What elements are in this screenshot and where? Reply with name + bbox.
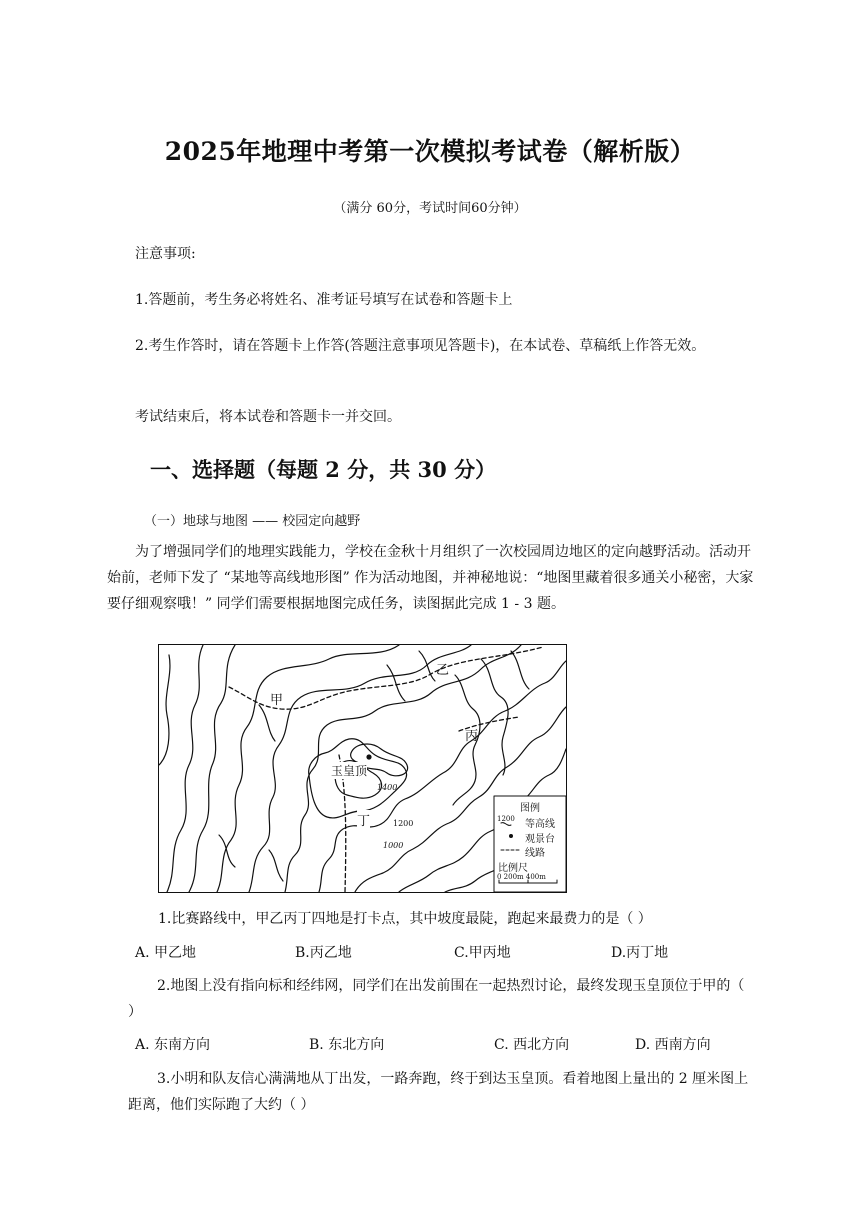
subsection-heading: （一）地球与地图 —— 校园定向越野	[144, 514, 361, 529]
q2-option-a[interactable]: A. 东南方向	[135, 1037, 211, 1053]
map-label-ding: 丁	[357, 810, 370, 829]
contour-label-1200: 1200	[393, 819, 414, 828]
q1-option-b[interactable]: B.丙乙地	[295, 945, 352, 961]
map-label-bing: 丙	[465, 729, 479, 744]
legend-route: 线路	[525, 848, 545, 859]
question-1-stem: 1.比赛路线中，甲乙丙丁四地是打卡点，其中坡度最陡，跑起来最费力的是（ ）	[158, 911, 652, 927]
map-label-jia: 甲	[270, 693, 284, 708]
map-label-yuhuangding: 玉皇顶	[331, 764, 368, 778]
contour-label-1000: 1000	[383, 841, 404, 850]
question-2-stem: 2.地图上没有指向标和经纬网，同学们在出发前围在一起热烈讨论，最终发现玉皇顶位于甲的（ ）	[128, 978, 745, 1020]
contour-map	[158, 644, 567, 893]
section-heading: 一、选择题（每题 2 分，共 30 分）	[150, 457, 497, 482]
observatory-marker	[366, 754, 371, 759]
map-label-yi: 乙	[436, 663, 450, 678]
q1-option-a[interactable]: A. 甲乙地	[135, 945, 197, 961]
notice-heading: 注意事项:	[135, 246, 196, 262]
q2-option-b[interactable]: B. 东北方向	[309, 1037, 385, 1053]
page-title: 2025年地理中考第一次模拟考试卷（解析版）	[164, 137, 696, 166]
notice-item-1: 1.答题前，考生务必将姓名、准考证号填写在试卷和答题卡上	[135, 292, 513, 308]
contour-label-1400: 1400	[377, 783, 398, 792]
legend-title: 图例	[520, 803, 540, 814]
q1-option-d[interactable]: D.丙丁地	[611, 945, 669, 961]
notice-item-3: 考试结束后，将本试卷和答题卡一并交回。	[135, 409, 401, 425]
page-subtitle: （满分 60分，考试时间60分钟）	[333, 201, 527, 216]
q2-option-d[interactable]: D. 西南方向	[635, 1037, 711, 1053]
legend-scale: 0 200m 400m	[497, 873, 546, 881]
q1-option-c[interactable]: C.甲丙地	[454, 945, 511, 961]
question-3-stem: 3.小明和队友信心满满地从丁出发，一路奔跑，终于到达玉皇顶。看着地图上量出的 2 厘米图上距离，他们实际跑了大约（ ）	[128, 1071, 749, 1113]
notice-item-2: 2.考生作答时，请在答题卡上作答(答题注意事项见答题卡)，在本试卷、草稿纸上作答无效。	[135, 338, 706, 354]
q2-option-c[interactable]: C. 西北方向	[494, 1037, 570, 1053]
legend-contour-value: 1200	[497, 815, 515, 823]
intro-paragraph: 为了增强同学们的地理实践能力，学校在金秋十月组织了一次校园周边地区的定向越野活动。活动开始前，老师下发了 “某地等高线地形图” 作为活动地图，并神秘地说：“地图里藏着很多通关小秘密，大家要仔细观察哦！” 同学们需要根据地图完成任务，读图据此完成 1 - 3 题。	[107, 544, 754, 612]
legend-scale-title: 比例尺	[498, 863, 528, 874]
legend-observatory: 观景台	[525, 834, 555, 845]
legend-contour: 等高线	[525, 819, 555, 830]
